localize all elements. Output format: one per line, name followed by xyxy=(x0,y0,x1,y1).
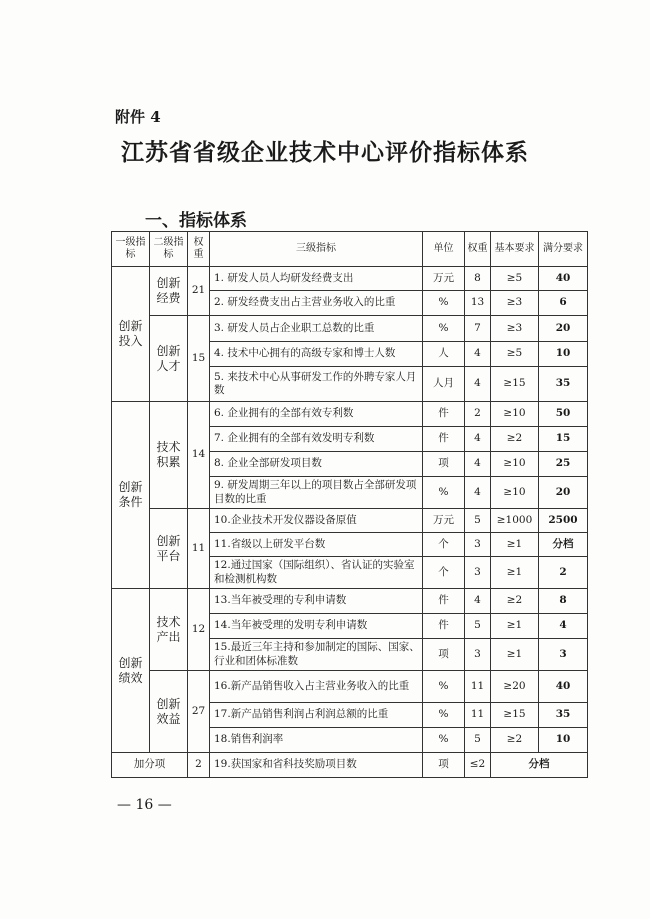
indicator-cell: 11.省级以上研发平台数 xyxy=(210,533,423,557)
group-cell: 加分项 xyxy=(112,753,188,778)
indicator-cell: 6. 企业拥有的全部有效专利数 xyxy=(210,402,423,427)
full-cell: 2 xyxy=(539,557,588,589)
basic-cell: ≥10 xyxy=(491,402,539,427)
full-cell: 10 xyxy=(539,728,588,753)
basic-cell: ≥2 xyxy=(491,728,539,753)
basic-cell: ≥2 xyxy=(491,589,539,614)
indicator-cell: 14.当年被受理的发明专利申请数 xyxy=(210,614,423,639)
unit-cell: 项 xyxy=(423,639,465,671)
subgroup-cell: 创新效益 xyxy=(150,671,188,753)
indicator-cell: 12.通过国家（国际组织）、省认证的实验室和检测机构数 xyxy=(210,557,423,589)
weight-cell: 5 xyxy=(465,728,491,753)
weight-cell: 4 xyxy=(465,342,491,367)
indicator-cell: 2. 研发经费支出占主营业务收入的比重 xyxy=(210,291,423,316)
attachment-label: 附件 4 xyxy=(115,108,161,126)
basic-cell: ≥5 xyxy=(491,267,539,291)
group-cell: 创新条件 xyxy=(112,402,150,589)
basic-cell: ≥20 xyxy=(491,671,539,703)
table-row xyxy=(112,671,588,703)
unit-cell: 个 xyxy=(423,557,465,589)
subgroup-weight: 14 xyxy=(188,402,210,509)
unit-cell: % xyxy=(423,477,465,509)
weight-cell: 7 xyxy=(465,316,491,342)
unit-cell: 人月 xyxy=(423,367,465,402)
weight-cell: 3 xyxy=(465,639,491,671)
full-cell: 分档 xyxy=(539,533,588,557)
basic-cell: ≥1 xyxy=(491,639,539,671)
subgroup-weight: 11 xyxy=(188,509,210,589)
full-cell: 3 xyxy=(539,639,588,671)
basic-cell: ≥1000 xyxy=(491,509,539,533)
basic-cell: ≥2 xyxy=(491,427,539,452)
unit-cell: 件 xyxy=(423,589,465,614)
subgroup-cell: 创新平台 xyxy=(150,509,188,589)
col-header: 一级指标 xyxy=(112,232,150,267)
weight-cell: 4 xyxy=(465,589,491,614)
indicator-cell: 5. 来技术中心从事研发工作的外聘专家人月数 xyxy=(210,367,423,402)
table-row xyxy=(112,267,588,291)
basic-cell: ≥10 xyxy=(491,477,539,509)
indicator-cell: 10.企业技术开发仪器设备原值 xyxy=(210,509,423,533)
subgroup-cell: 技术积累 xyxy=(150,402,188,509)
full-cell: 15 xyxy=(539,427,588,452)
indicator-cell: 4. 技术中心拥有的高级专家和博士人数 xyxy=(210,342,423,367)
unit-cell: 人 xyxy=(423,342,465,367)
unit-cell: 项 xyxy=(423,452,465,477)
indicator-cell: 9. 研发周期三年以上的项目数占全部研发项目数的比重 xyxy=(210,477,423,509)
unit-cell: 件 xyxy=(423,614,465,639)
weight-cell: 3 xyxy=(465,557,491,589)
unit-cell: % xyxy=(423,291,465,316)
indicator-cell: 16.新产品销售收入占主营业务收入的比重 xyxy=(210,671,423,703)
full-cell: 20 xyxy=(539,477,588,509)
full-cell: 4 xyxy=(539,614,588,639)
full-cell: 35 xyxy=(539,703,588,728)
col-header: 三级指标 xyxy=(210,232,423,267)
weight-cell: 8 xyxy=(465,267,491,291)
subgroup-cell: 创新经费 xyxy=(150,267,188,316)
col-header: 基本要求 xyxy=(491,232,539,267)
basic-cell: ≥1 xyxy=(491,533,539,557)
basic-cell: ≥10 xyxy=(491,452,539,477)
basic-cell: ≥3 xyxy=(491,316,539,342)
unit-cell: % xyxy=(423,671,465,703)
unit-cell: 万元 xyxy=(423,267,465,291)
weight-cell: 4 xyxy=(465,452,491,477)
col-header: 单位 xyxy=(423,232,465,267)
group-cell: 创新投入 xyxy=(112,267,150,402)
unit-cell: % xyxy=(423,703,465,728)
table-row xyxy=(112,402,588,427)
section-heading: 一、指标体系 xyxy=(145,211,247,231)
indicator-cell: 7. 企业拥有的全部有效发明专利数 xyxy=(210,427,423,452)
weight-cell: 4 xyxy=(465,477,491,509)
indicator-cell: 1. 研发人员人均研发经费支出 xyxy=(210,267,423,291)
full-cell: 40 xyxy=(539,267,588,291)
basic-cell: ≥5 xyxy=(491,342,539,367)
full-cell: 8 xyxy=(539,589,588,614)
weight-cell: 4 xyxy=(465,427,491,452)
unit-cell: 个 xyxy=(423,533,465,557)
group-cell: 创新绩效 xyxy=(112,589,150,753)
subgroup-weight: 12 xyxy=(188,589,210,671)
full-cell: 25 xyxy=(539,452,588,477)
basic-cell: ≥15 xyxy=(491,367,539,402)
unit-cell: 项 xyxy=(423,753,465,778)
subgroup-weight: 27 xyxy=(188,671,210,753)
weight-cell: 5 xyxy=(465,614,491,639)
subgroup-weight: 2 xyxy=(188,753,210,778)
full-cell: 6 xyxy=(539,291,588,316)
basic-cell: ≥1 xyxy=(491,557,539,589)
basic-cell: ≥1 xyxy=(491,614,539,639)
indicator-table xyxy=(111,231,588,778)
unit-cell: 件 xyxy=(423,427,465,452)
weight-cell: 13 xyxy=(465,291,491,316)
indicator-cell: 18.销售利润率 xyxy=(210,728,423,753)
indicator-cell: 13.当年被受理的专利申请数 xyxy=(210,589,423,614)
document-title: 江苏省省级企业技术中心评价指标体系 xyxy=(121,139,529,166)
weight-cell: 4 xyxy=(465,367,491,402)
indicator-cell: 3. 研发人员占企业职工总数的比重 xyxy=(210,316,423,342)
unit-cell: % xyxy=(423,316,465,342)
basic-cell: ≥3 xyxy=(491,291,539,316)
subgroup-weight: 15 xyxy=(188,316,210,402)
unit-cell: 万元 xyxy=(423,509,465,533)
weight-cell: 2 xyxy=(465,402,491,427)
full-cell: 2500 xyxy=(539,509,588,533)
col-header: 权重 xyxy=(465,232,491,267)
indicator-cell: 15.最近三年主持和参加制定的国际、国家、行业和团体标准数 xyxy=(210,639,423,671)
weight-cell: 3 xyxy=(465,533,491,557)
col-header: 权重 xyxy=(188,232,210,267)
indicator-cell: 17.新产品销售利润占利润总额的比重 xyxy=(210,703,423,728)
unit-cell: % xyxy=(423,728,465,753)
weight-cell: 5 xyxy=(465,509,491,533)
full-cell: 50 xyxy=(539,402,588,427)
table-row xyxy=(112,589,588,614)
col-header: 满分要求 xyxy=(539,232,588,267)
combined-requirement-cell: 分档 xyxy=(491,753,588,778)
full-cell: 10 xyxy=(539,342,588,367)
table-row xyxy=(112,509,588,533)
table-row xyxy=(112,316,588,342)
subgroup-weight: 21 xyxy=(188,267,210,316)
col-header: 二级指标 xyxy=(150,232,188,267)
weight-cell: ≤2 xyxy=(465,753,491,778)
page-number: — 16 — xyxy=(117,797,172,813)
table-header-row xyxy=(112,232,588,267)
table-row xyxy=(112,753,588,778)
weight-cell: 11 xyxy=(465,703,491,728)
indicator-cell: 19.获国家和省科技奖励项目数 xyxy=(210,753,423,778)
full-cell: 35 xyxy=(539,367,588,402)
indicator-cell: 8. 企业全部研发项目数 xyxy=(210,452,423,477)
subgroup-cell: 创新人才 xyxy=(150,316,188,402)
full-cell: 20 xyxy=(539,316,588,342)
full-cell: 40 xyxy=(539,671,588,703)
subgroup-cell: 技术产出 xyxy=(150,589,188,671)
basic-cell: ≥15 xyxy=(491,703,539,728)
weight-cell: 11 xyxy=(465,671,491,703)
unit-cell: 件 xyxy=(423,402,465,427)
